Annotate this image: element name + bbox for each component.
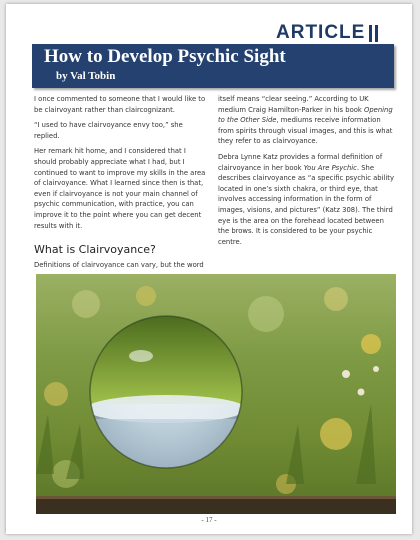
section-heading: What is Clairvoyance? — [34, 243, 156, 257]
paragraph: I once commented to someone that I would like to be clairvoyant rather than claircognizant. — [34, 95, 206, 114]
section-label: ARTICLE — [276, 22, 366, 43]
right-column — [218, 94, 396, 252]
magazine-page — [6, 4, 412, 534]
article-title: How to Develop Psychic Sight — [44, 46, 286, 67]
paragraph: Debra Lynne Katz provides a formal definition of clairvoyance in her book You Are Psychic. She describes clairvoyance as “a specific psychic ability located in one’s sixth chakra, or third eye, that involves accessing information in the form of images, visions, and pictures” (Katz 308). The third eye is the area on the forehead located between the brows. It is considered to be your psychic centre. — [218, 152, 394, 246]
paragraph: “I used to have clairvoyance envy too,” she replied. — [34, 121, 183, 140]
paragraph: Definitions of clairvoyance can vary, but the word — [34, 260, 204, 269]
byline: by Val Tobin — [56, 70, 116, 82]
left-column — [34, 94, 210, 275]
crystal-ball-photo — [36, 274, 396, 514]
paragraph: itself means “clear seeing.” According to UK medium Craig Hamilton-Parker in his book Opening to the Other Side, mediums receive information from spirits through visual images, and this is what they refer to as clairvoyance. — [218, 95, 393, 146]
article-section-tab — [276, 22, 394, 44]
paragraph: Her remark hit home, and I considered that I should probably appreciate what I had, but I continued to want to improve my skills in the area of clairvoyance. What I learned since then is that, even if clairvoyance is not your main channel of psychic communication, with practice, you can improve it to the point where you can get decent results with it. — [34, 147, 206, 230]
page-number: - 17 - — [201, 516, 217, 524]
decorative-bars — [369, 25, 378, 42]
book-title: You Are Psychic — [303, 163, 357, 172]
book-title: Opening to the Other Side — [218, 105, 393, 125]
title-banner — [32, 44, 394, 88]
